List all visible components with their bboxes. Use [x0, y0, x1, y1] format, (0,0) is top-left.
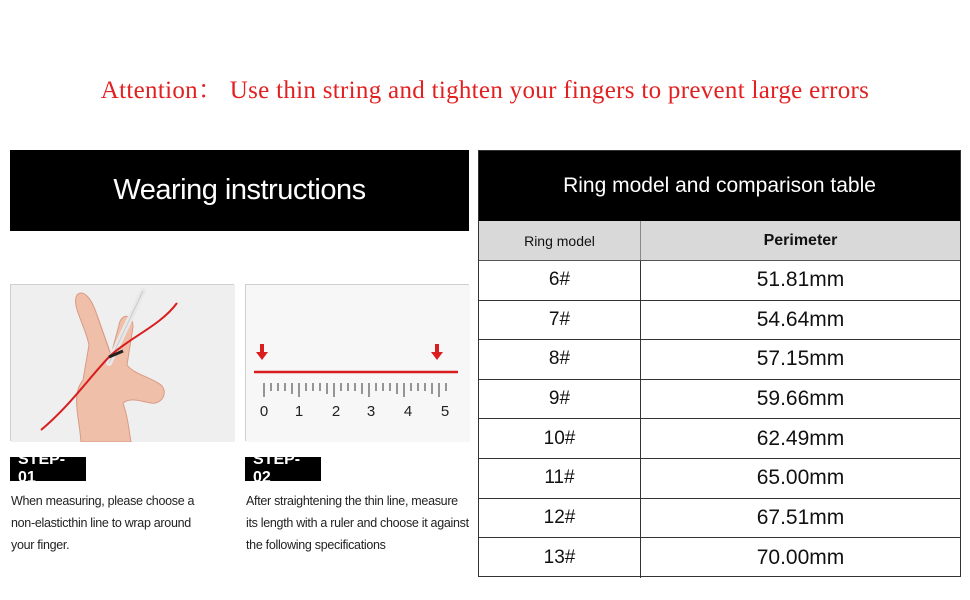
step-01-line: When measuring, please choose a — [11, 494, 195, 508]
table-row — [479, 499, 960, 539]
ruler-number: 0 — [259, 403, 269, 420]
step-01-description — [11, 490, 233, 556]
ring-model-cell: 11# — [479, 459, 641, 498]
ring-model-cell: 13# — [479, 538, 641, 578]
ring-model-cell: 12# — [479, 499, 641, 538]
step-02-line: its length with a ruler and choose it against — [246, 516, 469, 530]
column-header-perimeter: Perimeter — [763, 231, 838, 249]
ring-model-cell: 9# — [479, 380, 641, 419]
table-row — [479, 261, 960, 301]
perimeter-cell: 67.51mm — [756, 505, 845, 529]
ring-model-cell: 8# — [479, 340, 641, 379]
step-01-line: your finger. — [11, 538, 70, 552]
perimeter-cell: 59.66mm — [756, 387, 845, 411]
step-02-line: the following specifications — [246, 538, 386, 552]
step-01-line: non-elasticthin line to wrap around — [11, 516, 191, 530]
table-header-row — [479, 221, 960, 261]
perimeter-cell: 70.00mm — [756, 545, 845, 569]
ruler-number: 1 — [294, 403, 304, 420]
table-row — [479, 459, 960, 499]
ruler-number: 5 — [440, 403, 450, 420]
table-body — [479, 261, 960, 578]
table-row — [479, 419, 960, 459]
table-row — [479, 380, 960, 420]
perimeter-cell: 65.00mm — [756, 466, 845, 490]
step-02-line: After straightening the thin line, measure — [246, 494, 458, 508]
hand-illustration — [11, 285, 235, 442]
ruler-image — [245, 284, 469, 441]
table-row — [479, 340, 960, 380]
finger-measuring-image — [10, 284, 234, 441]
attention-banner: Attention： Use thin string and tighten your fingers to prevent large errors — [100, 77, 870, 104]
step-02-label: STEP-02 — [245, 457, 321, 481]
ruler-illustration — [246, 285, 470, 442]
ring-size-table — [478, 150, 961, 577]
table-row — [479, 538, 960, 578]
table-title: Ring model and comparison table — [479, 151, 960, 221]
ruler-number: 4 — [403, 403, 413, 420]
ruler-number: 2 — [331, 403, 341, 420]
wearing-instructions-header: Wearing instructions — [10, 150, 469, 231]
ruler-number: 3 — [366, 403, 376, 420]
ring-model-cell: 7# — [479, 301, 641, 340]
column-header-ring-model: Ring model — [479, 221, 641, 260]
ring-model-cell: 6# — [479, 261, 641, 300]
perimeter-cell: 51.81mm — [756, 268, 845, 292]
perimeter-cell: 62.49mm — [756, 426, 845, 450]
perimeter-cell: 57.15mm — [756, 347, 845, 371]
table-row — [479, 301, 960, 341]
step-02-description — [246, 490, 471, 556]
perimeter-cell: 54.64mm — [756, 307, 845, 331]
ring-model-cell: 10# — [479, 419, 641, 458]
step-01-label: STEP-01 — [10, 457, 86, 481]
